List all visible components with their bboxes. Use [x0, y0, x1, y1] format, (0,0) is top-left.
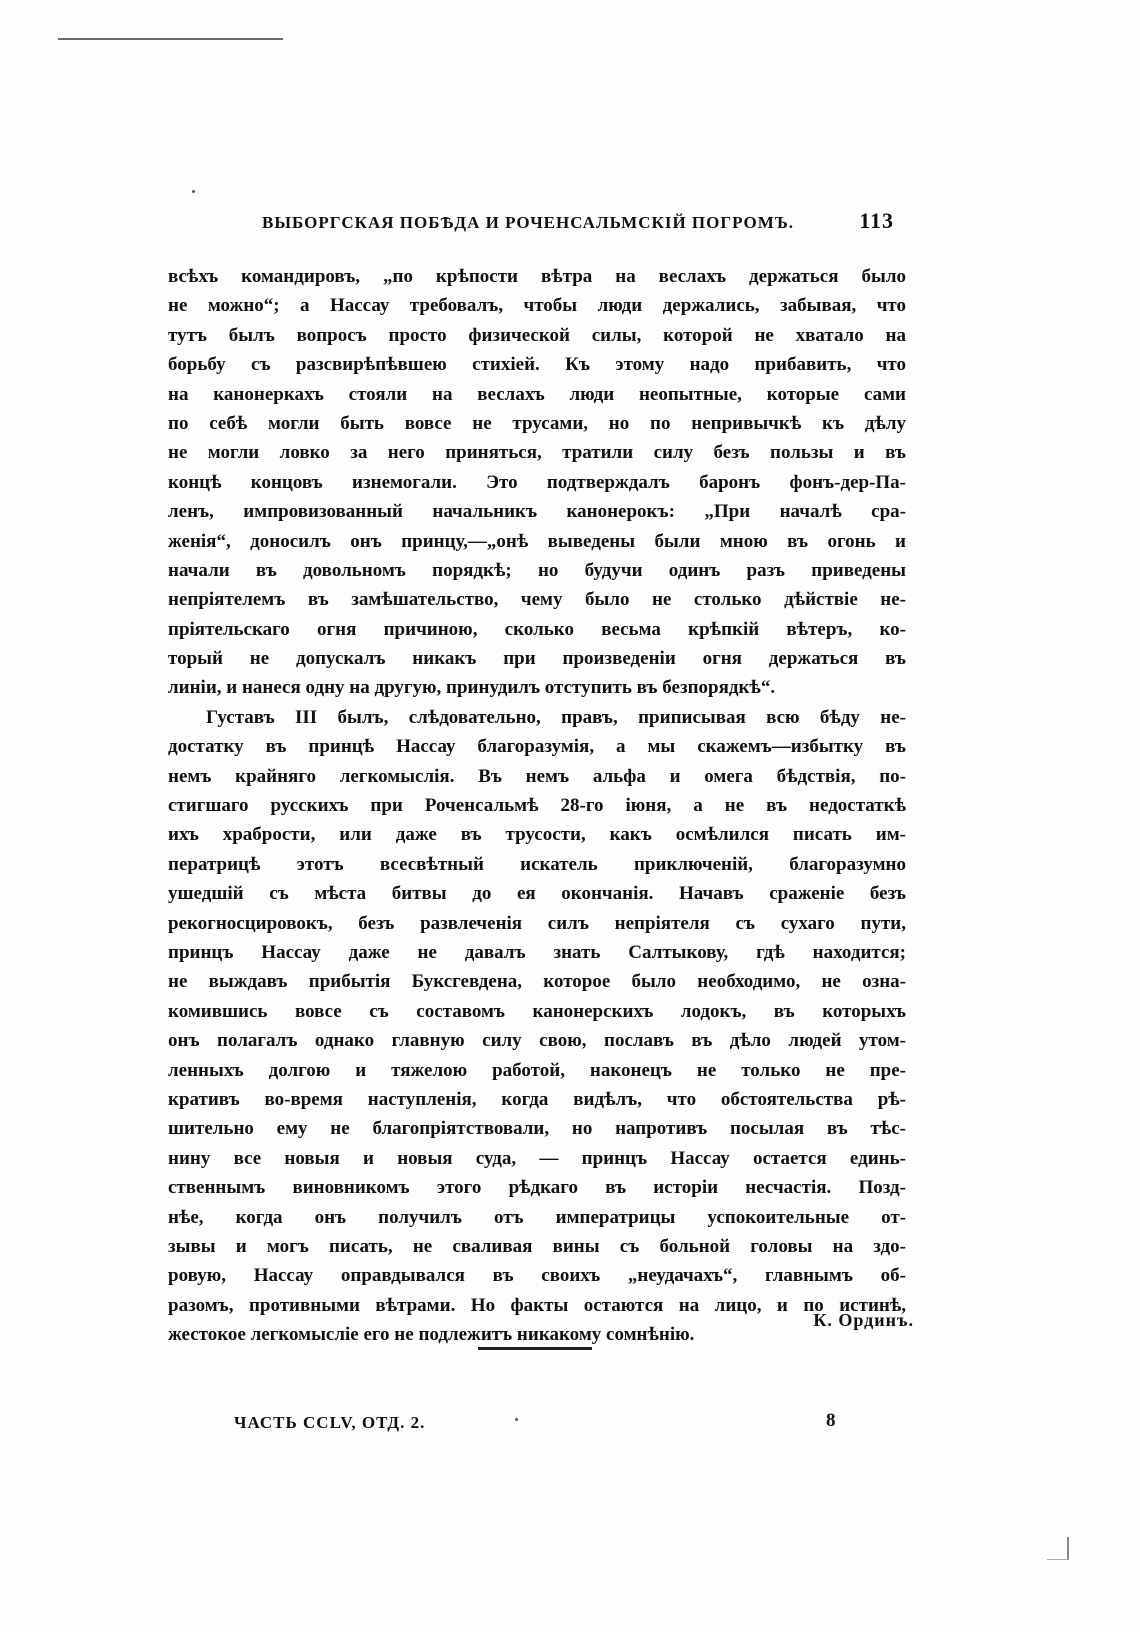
running-head: [262, 208, 894, 238]
text-line: онъ полагалъ однако главную силу свою, пославъ въ дѣло людей утом-: [168, 1030, 906, 1052]
text-line: кративъ во-время наступленія, когда видѣлъ, что обстоятельства рѣ-: [168, 1088, 906, 1110]
text-line: концѣ концовъ изнемогали. Это подтверждалъ баронъ фонъ-дер-Па-: [168, 471, 906, 493]
text-line: ровую, Нассау оправдывался въ своихъ „неудачахъ“, главнымъ об-: [168, 1265, 906, 1287]
text-line: достатку въ принцѣ Нассау благоразумія, а мы скажемъ—избытку въ: [168, 736, 906, 758]
text-line: нѣе, когда онъ получилъ отъ императрицы успокоительные от-: [168, 1206, 906, 1228]
text-line: Густавъ III былъ, слѣдовательно, правъ, приписывая всю бѣду не-: [206, 706, 906, 728]
text-line: шительно ему не благопріятствовали, но напротивъ посылая въ тѣс-: [168, 1118, 906, 1140]
author-signature: К. Ординъ.: [813, 1310, 914, 1330]
text-line: ихъ храбрости, или даже въ трусости, какъ осмѣлился писать им-: [168, 824, 906, 846]
scan-speck: [515, 1418, 518, 1421]
text-line: не выждавъ прибытія Буксгевдена, которое было необходимо, не озна-: [168, 971, 906, 993]
gathering-number: 8: [826, 1410, 836, 1431]
running-title: ВЫБОРГСКАЯ ПОБѢДА И РОЧЕНСАЛЬМСКІЙ ПОГРОМЪ.: [262, 213, 794, 232]
text-line: ленныхъ долгою и тяжелою работой, наконецъ не только не пре-: [168, 1059, 906, 1081]
text-line: торый не допускалъ никакъ при произведеніи огня держаться въ: [168, 648, 906, 670]
text-line: ственнымъ виновникомъ этого рѣдкаго въ исторіи несчастія. Позд-: [168, 1177, 906, 1199]
text-line: тутъ былъ вопросъ просто физической силы, которой не хватало на: [168, 324, 906, 346]
text-line: разомъ, противными вѣтрами. Но факты остаются на лицо, и по истинѣ,: [168, 1294, 906, 1316]
text-line: на канонеркахъ стояли на веслахъ люди неопытные, которые сами: [168, 383, 906, 405]
paragraph-2: [168, 703, 906, 1350]
text-line: немъ крайняго легкомыслія. Въ немъ альфа и омега бѣдствія, по-: [168, 765, 906, 787]
end-rule: [478, 1347, 592, 1350]
body-text: [168, 262, 906, 1349]
paragraph-1: [168, 262, 906, 703]
text-line: начали въ довольномъ порядкѣ; но будучи одинъ разъ приведены: [168, 559, 906, 581]
text-line: ператрицѣ этотъ всесвѣтный искатель приключеній, благоразумно: [168, 853, 906, 875]
signature-mark: ЧАСТЬ CCLV, ОТД. 2.: [234, 1413, 426, 1432]
text-line: борьбу съ разсвирѣпѣвшею стихіей. Къ этому надо прибавить, что: [168, 354, 906, 376]
text-line: комившись вовсе съ составомъ канонерскихъ лодокъ, въ которыхъ: [168, 1000, 906, 1022]
text-line: зывы и могъ писать, не сваливая вины съ больной головы на здо-: [168, 1235, 906, 1257]
scan-speck: [192, 190, 195, 193]
text-line: пріятельскаго огня причиною, сколько весьма крѣпкій вѣтеръ, ко-: [168, 618, 906, 640]
text-line: всѣхъ командировъ, „по крѣпости вѣтра на веслахъ держаться было: [168, 266, 906, 287]
page-number: 113: [859, 208, 894, 233]
text-line: стигшаго русскихъ при Роченсальмѣ 28-го іюня, а не въ недостаткѣ: [168, 795, 906, 817]
text-line: линіи, и нанеся одну на другую, принудилъ отступить въ безпорядкѣ“.: [168, 677, 776, 699]
text-line: женія“, доносилъ онъ принцу,—„онѣ выведены были мною въ огонь и: [168, 530, 906, 552]
scan-corner-mark: [1047, 1537, 1069, 1560]
text-line: ушедшій съ мѣста битвы до ея окончанія. Начавъ сраженіе безъ: [168, 883, 906, 905]
text-line: рекогносцировокъ, безъ развлеченія силъ непріятеля съ сухаго пути,: [168, 912, 906, 934]
text-line: по себѣ могли быть вовсе не трусами, но по непривычкѣ къ дѣлу: [168, 412, 906, 434]
text-line: жестокое легкомысліе его не подлежитъ никакому сомнѣнію.: [168, 1324, 695, 1346]
text-line: не можно“; а Нассау требовалъ, чтобы люди держались, забывая, что: [168, 295, 906, 317]
text-line: непріятелемъ въ замѣшательство, чему было не столько дѣйствіе не-: [168, 589, 906, 611]
text-line: нину все новыя и новыя суда, — принцъ Нассау остается единь-: [168, 1147, 906, 1169]
text-line: принцъ Нассау даже не давалъ знать Салтыкову, гдѣ находится;: [168, 941, 906, 963]
top-scan-rule: [58, 38, 283, 40]
text-line: не могли ловко за него приняться, тратили силу безъ пользы и въ: [168, 442, 906, 464]
text-line: ленъ, импровизованный начальникъ канонерокъ: „При началѣ сра-: [168, 501, 906, 523]
